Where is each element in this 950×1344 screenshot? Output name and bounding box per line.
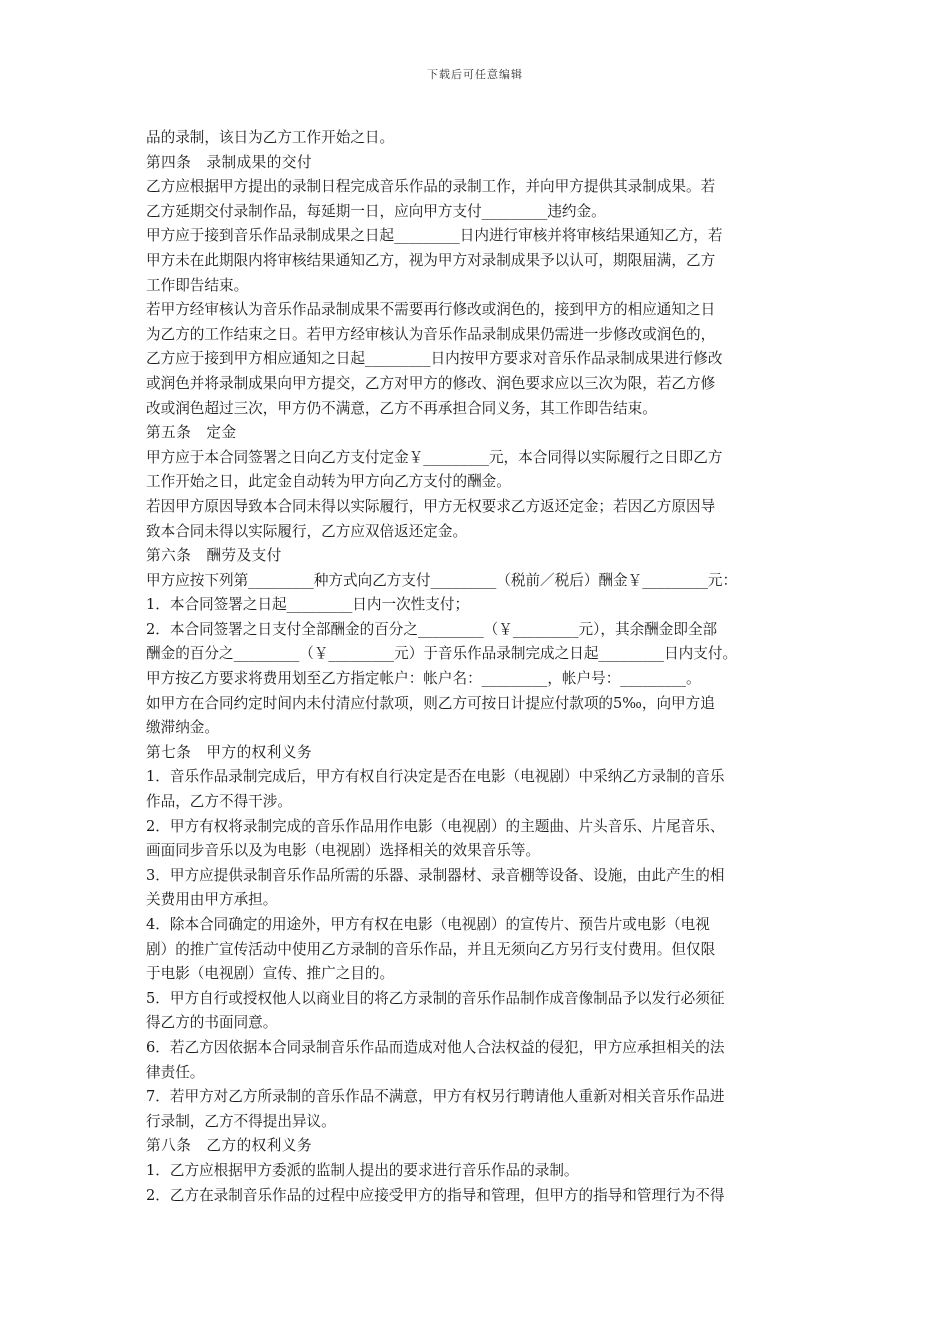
text-line: 1．音乐作品录制完成后，甲方有权自行决定是否在电影（电视剧）中采纳乙方录制的音乐 [146, 768, 725, 786]
text-line: 2．甲方有权将录制完成的音乐作品用作电影（电视剧）的主题曲、片头音乐、片尾音乐、 [146, 817, 725, 835]
text-line: 品的录制，该日为乙方工作开始之日。 [146, 129, 395, 146]
article-7-heading: 第七条 甲方的权利义务 [146, 743, 313, 761]
text-line: 或润色并将录制成果向甲方提交，乙方对甲方的修改、润色要求应以三次为限，若乙方修 [146, 374, 716, 392]
text-line: 工作开始之日，此定金自动转为甲方向乙方支付的酬金。 [146, 473, 511, 491]
text-line: 5．甲方自行或授权他人以商业目的将乙方录制的音乐作品制作成音像制品予以发行必须征 [146, 989, 725, 1007]
text-line: 若因甲方原因导致本合同未得以实际履行，甲方无权要求乙方返还定金；若因乙方原因导 [146, 497, 716, 515]
text-line: 得乙方的书面同意。 [146, 1014, 278, 1032]
text-line: 行录制，乙方不得提出异议。 [146, 1112, 336, 1130]
text-line: 致本合同未得以实际履行，乙方应双倍返还定金。 [146, 522, 468, 540]
text-line: 画面同步音乐以及为电影（电视剧）选择相关的效果音乐等。 [146, 842, 541, 860]
article-4-heading: 第四条 录制成果的交付 [146, 153, 313, 171]
text-line: 6．若乙方因依据本合同录制音乐作品而造成对他人合法权益的侵犯，甲方应承担相关的法 [146, 1038, 725, 1056]
text-line: 律责任。 [146, 1063, 205, 1081]
text-line: 剧）的推广宣传活动中使用乙方录制的音乐作品，并且无须向乙方另行支付费用。但仅限 [146, 940, 716, 958]
text-line: 2．乙方在录制音乐作品的过程中应接受甲方的指导和管理，但甲方的指导和管理行为不得 [146, 1186, 725, 1204]
text-line: 甲方应按下列第_________种方式向乙方支付_________（税前／税后）酬金￥_________元： [146, 571, 738, 589]
text-line: 4．除本合同确定的用途外，甲方有权在电影（电视剧）的宣传片、预告片或电影（电视 [146, 916, 710, 933]
text-line: 甲方应于本合同签署之日向乙方支付定金￥_________元，本合同得以实际履行之日即乙方 [146, 448, 723, 466]
text-line: 甲方按乙方要求将费用划至乙方指定帐户：帐户名：_________，帐户号：_________。 [146, 670, 701, 688]
text-line: 酬金的百分之_________（￥_________元）于音乐作品录制完成之日起_________日内支付。 [146, 645, 738, 663]
text-line: 作品，乙方不得干涉。 [146, 793, 292, 811]
text-line: 于电影（电视剧）宣传、推广之目的。 [146, 965, 395, 983]
article-8-heading: 第八条 乙方的权利义务 [146, 1137, 313, 1155]
text-line: 乙方应根据甲方提出的录制日程完成音乐作品的录制工作，并向甲方提供其录制成果。若 [146, 178, 716, 196]
text-line: 如甲方在合同约定时间内未付清应付款项，则乙方可按日计提应付款项的5‰，向甲方追 [146, 694, 715, 712]
text-line: 2．本合同签署之日支付全部酬金的百分之_________（￥_________元），其余酬金即全部 [146, 620, 718, 638]
article-6-heading: 第六条 酬劳及支付 [146, 547, 282, 565]
text-line: 甲方应于接到音乐作品录制成果之日起_________日内进行审核并将审核结果通知乙方，若 [146, 227, 723, 245]
text-line: 关费用由甲方承担。 [146, 891, 278, 909]
page-header-note: 下载后可任意编辑 [427, 68, 523, 81]
text-line: 3．甲方应提供录制音乐作品所需的乐器、录制器材、录音棚等设备、设施，由此产生的相 [146, 866, 725, 884]
text-line: 缴滞纳金。 [146, 719, 219, 737]
document-body [146, 126, 816, 1208]
text-line: 乙方延期交付录制作品，每延期一日，应向甲方支付_________违约金。 [146, 202, 606, 220]
article-5-heading: 第五条 定金 [146, 424, 237, 442]
text-line: 若甲方经审核认为音乐作品录制成果不需要再行修改或润色的，接到甲方的相应通知之日 [146, 301, 716, 319]
text-line: 1．本合同签署之日起_________日内一次性支付； [146, 596, 470, 614]
text-line: 乙方应于接到甲方相应通知之日起_________日内按甲方要求对音乐作品录制成果进行修改 [146, 350, 723, 368]
text-line: 为乙方的工作结束之日。若甲方经审核认为音乐作品录制成果仍需进一步修改或润色的， [146, 325, 716, 343]
text-line: 改或润色超过三次，甲方仍不满意，乙方不再承担合同义务，其工作即告结束。 [146, 399, 657, 417]
text-line: 7．若甲方对乙方所录制的音乐作品不满意，甲方有权另行聘请他人重新对相关音乐作品进 [146, 1088, 725, 1106]
text-line: 1．乙方应根据甲方委派的监制人提出的要求进行音乐作品的录制。 [146, 1161, 579, 1179]
text-line: 工作即告结束。 [146, 276, 249, 294]
text-line: 甲方未在此期限内将审核结果通知乙方，视为甲方对录制成果予以认可，期限届满，乙方 [146, 251, 716, 269]
